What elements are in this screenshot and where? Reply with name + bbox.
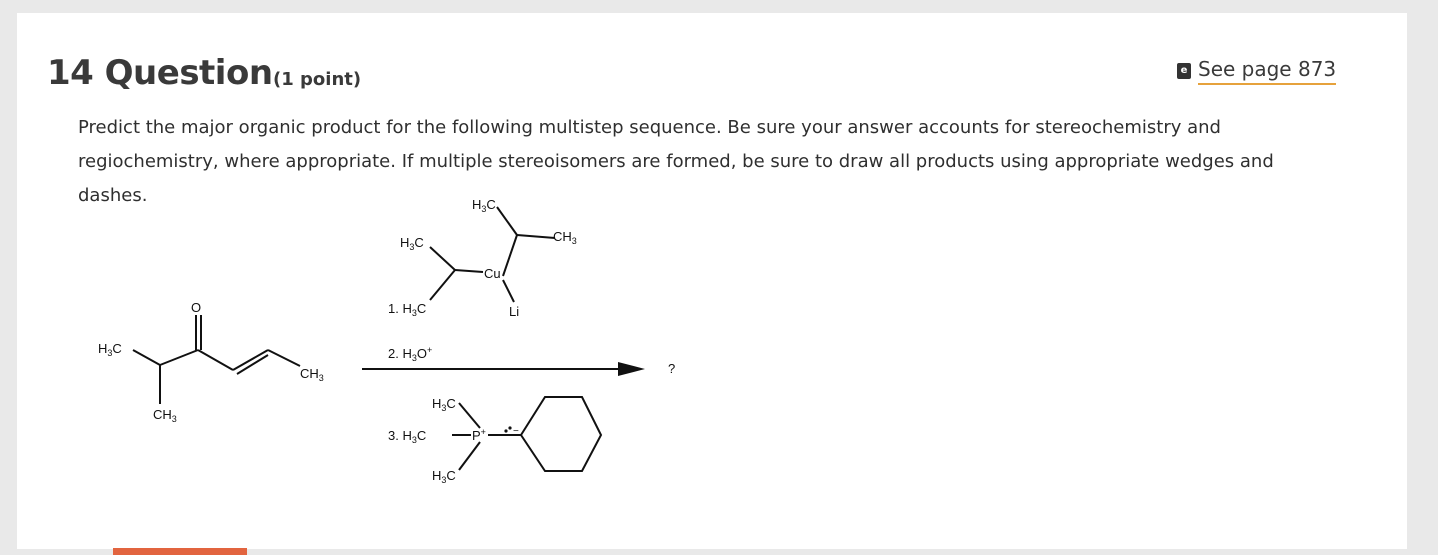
carbanion-charge: − [513, 426, 519, 437]
see-page-label: See page 873 [1198, 57, 1336, 85]
reaction-arrow-head [618, 362, 645, 376]
reagent-2-label: 2. $H_3O^+$ [388, 345, 433, 363]
reagent-3-label: 3. $H_3C$ [388, 428, 427, 445]
cuprate-h3c-top-label: $H_3C$ [472, 197, 496, 214]
question-prompt: Predict the major organic product for the following multistep sequence. Be sure your answer accounts for stereochemistry and regiochemistry, where appropriate. If multiple stereoisomers are formed, be sure to draw all products using appropriate wedges and dashes. [78, 117, 1274, 206]
question-points: (1 point) [273, 69, 362, 90]
cuprate-h3c-left-label: $H_3C$ [400, 235, 424, 252]
reagent-1-label: 1. $H_3C$ [388, 301, 427, 318]
ylide-h3c-top-label: $H_3C$ [432, 396, 456, 413]
cuprate-ch3-label: $CH_3$ [553, 229, 577, 246]
reactant-bonds [133, 315, 300, 404]
ylide-p-label: P+ [472, 427, 486, 443]
cuprate-li-label: Li [509, 304, 520, 319]
reactant-h3c-label: $H_3C$ [98, 341, 122, 358]
product-placeholder: ? [668, 361, 676, 376]
reactant-ch3-right-label: $CH_3$ [300, 366, 324, 383]
book-icon: e [1177, 63, 1191, 79]
question-title: 14 Question [47, 53, 273, 93]
lone-pair-dot [508, 426, 511, 429]
reactant-oxygen-label: O [191, 300, 202, 315]
cuprate-bonds [430, 207, 555, 302]
cuprate-cu-label: Cu [484, 266, 501, 281]
ylide-h3c-bottom-label: $H_3C$ [432, 468, 456, 485]
reactant-ch3-bottom-label: $CH_3$ [153, 407, 177, 424]
active-tab-indicator [113, 548, 247, 555]
lone-pair-dot [504, 429, 507, 432]
